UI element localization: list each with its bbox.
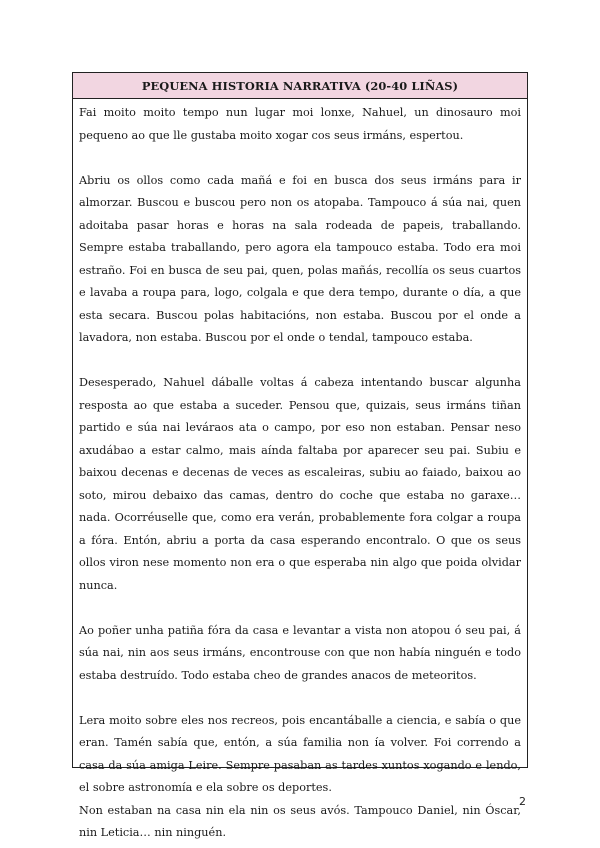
story-paragraph-5: Lera moito sobre eles nos recreos, pois encantáballe a ciencia, e sabía o que eran. Tamén sabía que, entón, a súa familia non ía volver. Foi correndo a casa da súa amiga Leire. Sempre pasaban as tardes xuntos xogando e lendo, el sobre astronomía e ela sobre os deportes. bbox=[79, 713, 521, 794]
story-paragraph-6: Non estaban na casa nin ela nin os seus avós. Tampouco Daniel, nin Óscar, nin Leticia… nin ninguén. bbox=[79, 803, 521, 839]
story-frame bbox=[72, 72, 528, 839]
story-paragraph-2: Abriu os ollos como cada mañá e foi en busca dos seus irmáns para ir almorzar. Buscou e buscou pero non os atopaba. Tampouco á súa nai, quen adoitaba pasar horas e horas na sala rodeada de papeis, traballando. Sempre estaba traballando, pero agora ela tampouco estaba. Todo era moi estraño. Foi en busca de seu pai, quen, polas mañás, recollía os seus cuartos e lavaba a roupa para, logo, colgala e que dera tempo, durante o día, a que esta secara. Buscou polas habitacións, non estaba. Buscou por el onde a lavadora, non estaba. Buscou por el onde o tendal, tampouco estaba. bbox=[79, 173, 521, 344]
story-title: PEQUENA HISTORIA NARRATIVA (20-40 LIÑAS) bbox=[141, 78, 459, 93]
story-body bbox=[73, 99, 527, 845]
story-paragraph-3: Desesperado, Nahuel dáballe voltas á cabeza intentando buscar algunha resposta ao que estaba a suceder. Pensou que, quizais, seus irmáns tiñan partido e súa nai leváraos ata o campo, por eso non estaban. Pensar neso axudábao a estar calmo, mais aínda faltaba por aparecer seu pai. Subiu e baixou decenas e decenas de veces as escaleiras, subiu ao faiado, baixou ao soto, mirou debaixo das camas, dentro do coche que estaba no garaxe… nada. Ocorréuselle que, como era verán, probablemente fora colgar a roupa a fóra. Entón, abriu a porta da casa esperando encontralo. O que os seus ollos viron nese momento non era o que esperaba nin algo que poida olvidar nunca. bbox=[79, 376, 521, 592]
page-number: 2 bbox=[519, 795, 526, 808]
story-paragraph-4: Ao poñer unha patiña fóra da casa e levantar a vista non atopou ó seu pai, á súa nai, nin aos seus irmáns, encontrouse con que non había ninguén e todo estaba destruído. Todo estaba cheo de grandes anacos de meteoritos. bbox=[79, 623, 521, 682]
story-paragraph-1: Fai moito moito tempo nun lugar moi lonxe, Nahuel, un dinosauro moi pequeno ao que lle gustaba moito xogar cos seus irmáns, espertou. bbox=[79, 106, 521, 142]
story-header bbox=[73, 73, 527, 99]
